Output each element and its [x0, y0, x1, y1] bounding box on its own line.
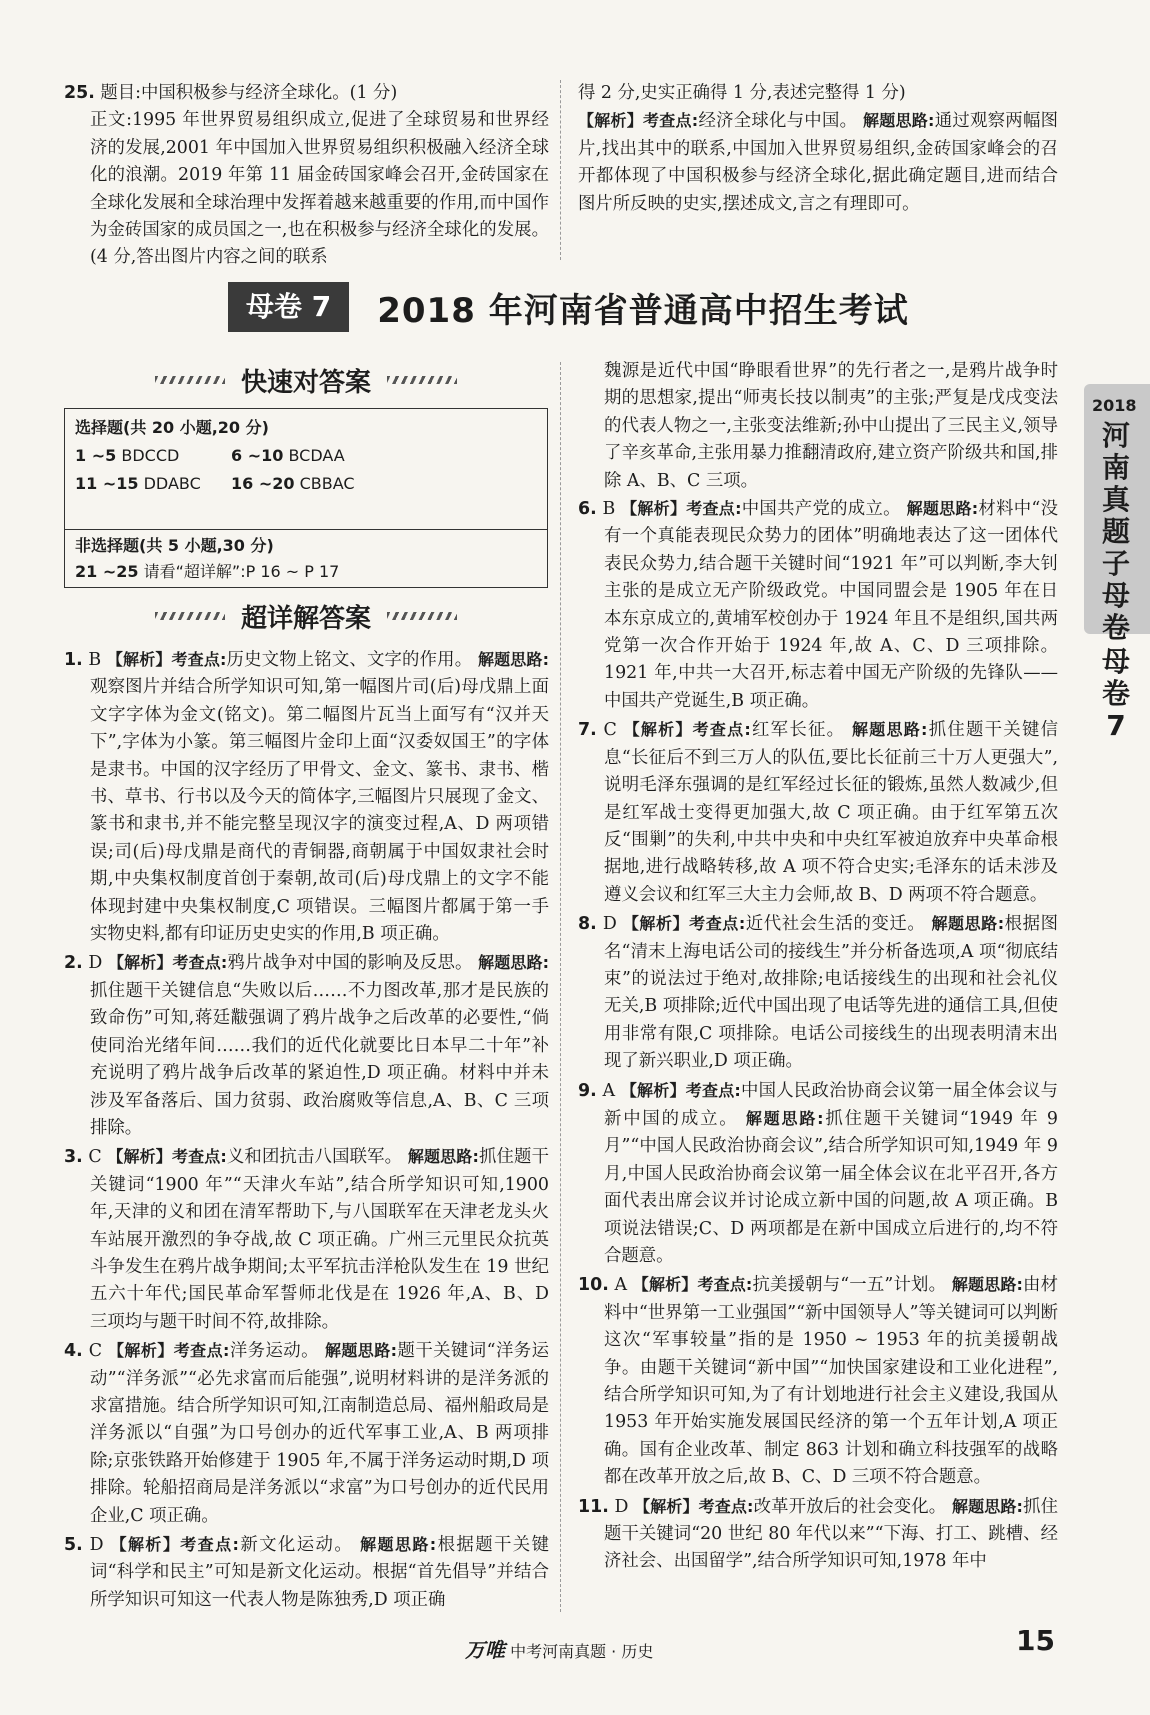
thinking-text: 材料中“没有一个真能表现民众势力的团体”明确地表达了这一团体代表民众势力,结合题干关键时间“1921 年”可以判断,李大钊主张的是成立无产阶级政党。中国同盟会是 1905 年在日本东京成立的,黄埔军校创办于 1924 年且不是组织,国共两党第一次合作开始于 1924 年,故 A、C、D 三项排除。1921 年,中共一大召开,标志着中国无产阶级的先锋队——中国共产党诞生,B 项正确。 — [604, 499, 1058, 711]
thinking-label: 解题思路: — [906, 499, 979, 519]
topic-label: 考查点: — [171, 650, 227, 669]
thinking-text: 观察图片并结合所学知识可知,第一幅图片司(后)母戊鼎上面文字字体为金文(铭文)。第二幅图片瓦当上面写有“汉并天下”,字体为小篆。第三幅图片金印上面“汉委奴国王”的字体是隶书。中国的汉字经历了甲骨文、金文、篆书、隶书、楷书、草书、行书以及今天的简体字,三幅图片只展现了金文、篆书和隶书,并不能完整呈现汉字的演变过程,A、D 两项错误;司(后)母戊鼎是商代的青铜器,商朝属于中国奴隶社会时期,中央集权制度首创于秦朝,故司(后)母戊鼎上的文字不能体现封建中央集权制度,C 项错误。三幅图片都属于第一手实物史料,都有印证历史史实的作用,B 项正确。 — [90, 677, 549, 945]
thinking-label: 解题思路: — [931, 914, 1005, 934]
thinking-label: 解题思路: — [407, 1147, 479, 1167]
thinking-text: 根据图名“清末上海电话公司的接线生”并分析备选项,A 项“彻底结束”的说法过于绝对,故排除;电话接线生的出现和社会礼仪无关,B 项排除;近代中国出现了电话等先进的通信工具,但使用非常有限,C 项排除。电话公司接线生的出现表明清末出现了新兴职业,D 项正确。 — [604, 914, 1058, 1072]
analysis-label: 【解析】 — [621, 499, 687, 519]
column-divider — [560, 362, 561, 1612]
answer-item — [578, 716, 1058, 909]
topic-text: 义和团抗击八国联军。 — [226, 1147, 403, 1168]
analysis-label: 【解析】 — [110, 1535, 181, 1554]
side-tab-year: 2018 — [1092, 396, 1137, 415]
analysis-label: 【解析】 — [623, 720, 693, 740]
topic-text: 抗美援朝与“一五”计划。 — [752, 1275, 947, 1296]
answer-letter: A — [614, 1275, 628, 1296]
topic-label: 考查点: — [172, 953, 228, 973]
question-number: 11. — [578, 1496, 609, 1517]
page-number: 15 — [1016, 1624, 1055, 1657]
analysis-label: 【解析】 — [107, 953, 173, 973]
quick-answers-box — [64, 408, 548, 588]
box-divider — [65, 529, 547, 530]
nonchoice-row — [75, 559, 339, 585]
answer-values: DDABC — [143, 474, 201, 493]
column-divider-top — [560, 80, 561, 260]
answer-item — [64, 646, 549, 948]
brand-logo: 万唯 — [465, 1638, 505, 1662]
question-number: 3. — [64, 1147, 83, 1168]
quick-answers-heading — [64, 362, 548, 398]
thinking-label: 解题思路: — [478, 953, 550, 973]
topic-label: 考查点: — [180, 1535, 239, 1554]
question-number: 5. — [64, 1535, 83, 1555]
thinking-label: 解题思路: — [360, 1535, 437, 1554]
topic-text: 中国人民政治协商会议第一届全体会议与新中国的成立。 — [604, 1080, 1058, 1129]
analysis-label: 【解析】 — [107, 1341, 174, 1361]
topic-label: 考查点: — [173, 1341, 230, 1361]
answer-letter: C — [88, 1341, 102, 1362]
answer-letter: A — [602, 1080, 616, 1101]
answer-item — [578, 495, 1058, 715]
thinking-text: 题干关键词“洋务运动”“洋务派”“必先求富而后能强”,说明材料讲的是洋务派的求富措施。结合所学知识可知,江南制造总局、福州船政局是洋务派以“自强”为口号创办的近代军事工业,A、B 两项排除;京张铁路开始修建于 1905 年,不属于洋务运动时期,D 项排除。轮船招商局是洋务派以“求富”为口号创办的近代民用企业,C 项正确。 — [90, 1341, 549, 1526]
answer-item — [64, 1337, 549, 1530]
q25-continued — [578, 80, 1058, 218]
thinking-text: 抓住题干关键词“20 世纪 80 年代以来”“下海、打工、跳槽、经济社会、出国留学”,结合所学知识可知,1978 年中 — [604, 1496, 1058, 1572]
question-number: 7. — [578, 720, 597, 741]
topic-text: 改革开放后的社会变化。 — [753, 1496, 947, 1517]
answer-item — [64, 1143, 549, 1336]
topic-label: 考查点: — [171, 1147, 227, 1167]
thinking-label: 解题思路: — [951, 1275, 1023, 1295]
thinking-text: 由材料中“世界第一工业强国”“新中国领导人”等关键词可以判断这次“军事较量”指的是 1950 ~ 1953 年的抗美援朝战争。由题干关键词“新中国”“加快国家建设和工业化进程”,结合所学知识可知,为了有计划地进行社会主义建设,我国从 1953 年开始实施发展国民经济的第一个五年计划,A 项正确。国有企业改革、制定 863 计划和确立科技强军的战略都在改革开放之后,故 B、C、D 三项不符合题意。 — [604, 1275, 1058, 1488]
answer-row — [231, 443, 345, 469]
answer-values: BDCCD — [121, 446, 180, 465]
topic-text: 红军长征。 — [750, 720, 846, 741]
question-number: 6. — [578, 499, 597, 520]
analysis-label: 【解析】 — [622, 914, 690, 934]
topic-label: 考查点: — [689, 914, 746, 934]
question-number: 9. — [578, 1080, 597, 1101]
answer-letter: D — [88, 953, 103, 974]
question-number: 8. — [578, 914, 597, 935]
answer-item — [64, 949, 549, 1142]
q5-continuation: 魏源是近代中国“睁眼看世界”的先行者之一,是鸦片战争时期的思想家,提出“师夷长技以制夷”的主张;严复是戊戌变法的代表人物之一,主张变法维新;孙中山提出了三民主义,领导了辛亥革命,主张用暴力推翻清政府,建立资产阶级共和国,排除 A、B、C 三项。 — [604, 361, 1058, 491]
nonchoice-header: 非选择题(共 5 小题,30 分) — [75, 536, 274, 555]
decor-slashes-left — [155, 376, 225, 384]
detail-answers-title: 超详解答案 — [240, 603, 371, 634]
answer-letter: C — [603, 720, 617, 741]
answer-row — [75, 443, 179, 469]
topic-label: 考查点: — [697, 1275, 753, 1295]
paper-tag: 母卷 7 — [228, 282, 349, 332]
q25-analysis: 通过观察两幅图片,找出其中的联系,中国加入世界贸易组织,金砖国家峰会的召开都体现了中国积极参与经济全球化,据此确定题目,进而结合图片所反映的史实,摆述成文,言之有理即可。 — [578, 111, 1058, 214]
topic-label: 考查点: — [686, 499, 742, 519]
answer-range: 11 ~15 — [75, 474, 139, 493]
quick-answers-title: 快速对答案 — [240, 367, 371, 398]
topic-text: 鸦片战争对中国的影响及反思。 — [227, 953, 473, 974]
analysis-label: 【解析】 — [632, 1275, 698, 1295]
answer-item — [64, 1531, 549, 1614]
thinking-label: 解题思路: — [852, 720, 928, 740]
answer-letter: D — [614, 1496, 629, 1517]
q25-scoring-note: 得 2 分,史实正确得 1 分,表述完整得 1 分) — [578, 83, 906, 103]
answer-letter: D — [89, 1535, 104, 1555]
answer-item — [578, 1271, 1058, 1491]
thinking-text: 抓住题干关键信息“长征后不到三万人的队伍,要比长征前三十万人更强大”,说明毛泽东强调的是红军经过长征的锻炼,虽然人数减少,但是红军战士变得更加强大,故 C 项正确。由于红军第五次反“围剿”的失利,中共中央和中央红军被迫放弃中央革命根据地,进行战略转移,故 A 项不符合史实;毛泽东的话未涉及遵义会议和红军三大主力会师,故 B、D 两项不符合题意。 — [604, 720, 1058, 905]
q25-title-line: 题目:中国积极参与经济全球化。(1 分) — [100, 83, 398, 103]
answer-row — [231, 471, 355, 497]
book-title: 中考河南真题 · 历史 — [510, 1642, 654, 1661]
thinking-label: 解题思路: — [863, 111, 935, 131]
thinking-label: 解题思路: — [477, 650, 549, 669]
answer-letter: B — [88, 650, 102, 670]
answer-item — [578, 1493, 1058, 1576]
answer-letter: B — [602, 499, 616, 520]
topic-text: 近代社会生活的变迁。 — [745, 914, 926, 935]
left-column-answers — [64, 646, 549, 1615]
side-tab-paper: 母卷7 — [1101, 645, 1130, 742]
answer-item — [578, 1077, 1058, 1271]
answer-row — [75, 471, 201, 497]
answer-letter: D — [602, 914, 617, 935]
thinking-text: 抓住题干关键词“1900 年”“天津火车站”,结合所学知识可知,1900 年,天津的义和团在清军帮助下,与八国联军在天津老龙头火车站展开激烈的争夺战,故 C 项正确。广州三元里民众抗英斗争发生在鸦片战争期间;太平军抗击洋枪队发生在 19 世纪五六十年代;国民革命军誓师北伐是在 1926 年,A、B、D 三项均与题干时间不符,故排除。 — [90, 1147, 549, 1332]
question-number: 25. — [64, 83, 95, 103]
thinking-label: 解题思路: — [745, 1108, 824, 1128]
analysis-label: 【解析】 — [106, 650, 172, 669]
topic-label: 考查点: — [685, 1080, 741, 1100]
analysis-label: 【解析】 — [620, 1080, 686, 1100]
thinking-label: 解题思路: — [324, 1341, 398, 1361]
topic-label: 考查点: — [698, 1496, 754, 1516]
question-number: 2. — [64, 953, 83, 974]
thinking-label: 解题思路: — [952, 1496, 1023, 1516]
question-number: 10. — [578, 1275, 609, 1296]
exam-title: 2018 年河南省普通高中招生考试 — [377, 290, 909, 331]
analysis-label: 【解析】 — [578, 111, 644, 131]
detail-answers-heading — [64, 598, 548, 634]
thinking-text: 根据题干关键词“科学和民主”可知是新文化运动。根据“首先倡导”并结合所学知识可知这一代表人物是陈独秀,D 项正确 — [90, 1535, 550, 1610]
analysis-label: 【解析】 — [634, 1496, 699, 1516]
answer-range: 6 ~10 — [231, 446, 284, 465]
question-number: 4. — [64, 1341, 83, 1362]
answer-range: 16 ~20 — [231, 474, 295, 493]
answer-range: 21 ~25 — [75, 562, 139, 581]
topic-text: 新文化运动。 — [238, 1535, 354, 1555]
question-number: 1. — [64, 650, 83, 670]
topic-text: 洋务运动。 — [229, 1341, 319, 1362]
analysis-label: 【解析】 — [107, 1147, 172, 1167]
decor-slashes-left — [155, 612, 225, 620]
q25-topic: 经济全球化与中国。 — [698, 111, 858, 132]
q25-body: 正文:1995 年世界贸易组织成立,促进了全球贸易和世界经济的发展,2001 年中国加入世界贸易组织积极融入经济全球化的浪潮。2019 年第 11 届金砖国家峰会召开,金砖国家在全球化发展和全球治理中发挥着越来越重要的作用,而中国作为金砖国家的成员国之一,也在积极参与经济全球化的发展。(4 分,答出图片内容之间的联系 — [90, 110, 549, 268]
topic-label: 考查点: — [692, 720, 751, 740]
answer-range: 1 ~5 — [75, 446, 117, 465]
decor-slashes-right — [387, 612, 457, 620]
thinking-text: 抓住题干关键信息“失败以后……不力图改革,那才是民族的致命伤”可知,蒋廷黻强调了鸦片战争之后改革的必要性,“倘使同治光绪年间……我们的近代化就要比日本早二十年”补充说明了鸦片战争后改革的紧迫性,D 项正确。材料中并未涉及军备落后、国力贫弱、政治腐败等信息,A、B、C 三项排除。 — [90, 980, 549, 1138]
thinking-text: 抓住题干关键词“1949 年 9 月”“中国人民政治协商会议”,结合所学知识可知,1949 年 9 月,中国人民政治协商会议第一届全体会议在北平召开,各方面代表出席会议并讨论成立新中国的问题,故 A 项正确。B 项说法错误;C、D 两项都是在新中国成立后进行的,均不符合题意。 — [604, 1108, 1058, 1266]
topic-text: 中国共产党的成立。 — [741, 499, 901, 520]
answer-letter: C — [88, 1147, 102, 1168]
q25-answer — [64, 80, 549, 272]
nonchoice-note: 请看“超详解”:P 16 ~ P 17 — [143, 562, 340, 581]
footer-brand — [465, 1634, 653, 1663]
right-column-answers — [578, 358, 1058, 1577]
answer-item — [578, 910, 1058, 1075]
decor-slashes-right — [387, 376, 457, 384]
answer-values: BCDAA — [288, 446, 345, 465]
side-tab-title: 河南真题子母卷 — [1101, 419, 1130, 644]
answer-values: CBBAC — [299, 474, 355, 493]
exam-banner — [228, 282, 909, 332]
choice-header: 选择题(共 20 小题,20 分) — [75, 418, 269, 437]
topic-label: 考查点: — [643, 111, 699, 131]
topic-text: 历史文物上铭文、文字的作用。 — [226, 650, 473, 670]
